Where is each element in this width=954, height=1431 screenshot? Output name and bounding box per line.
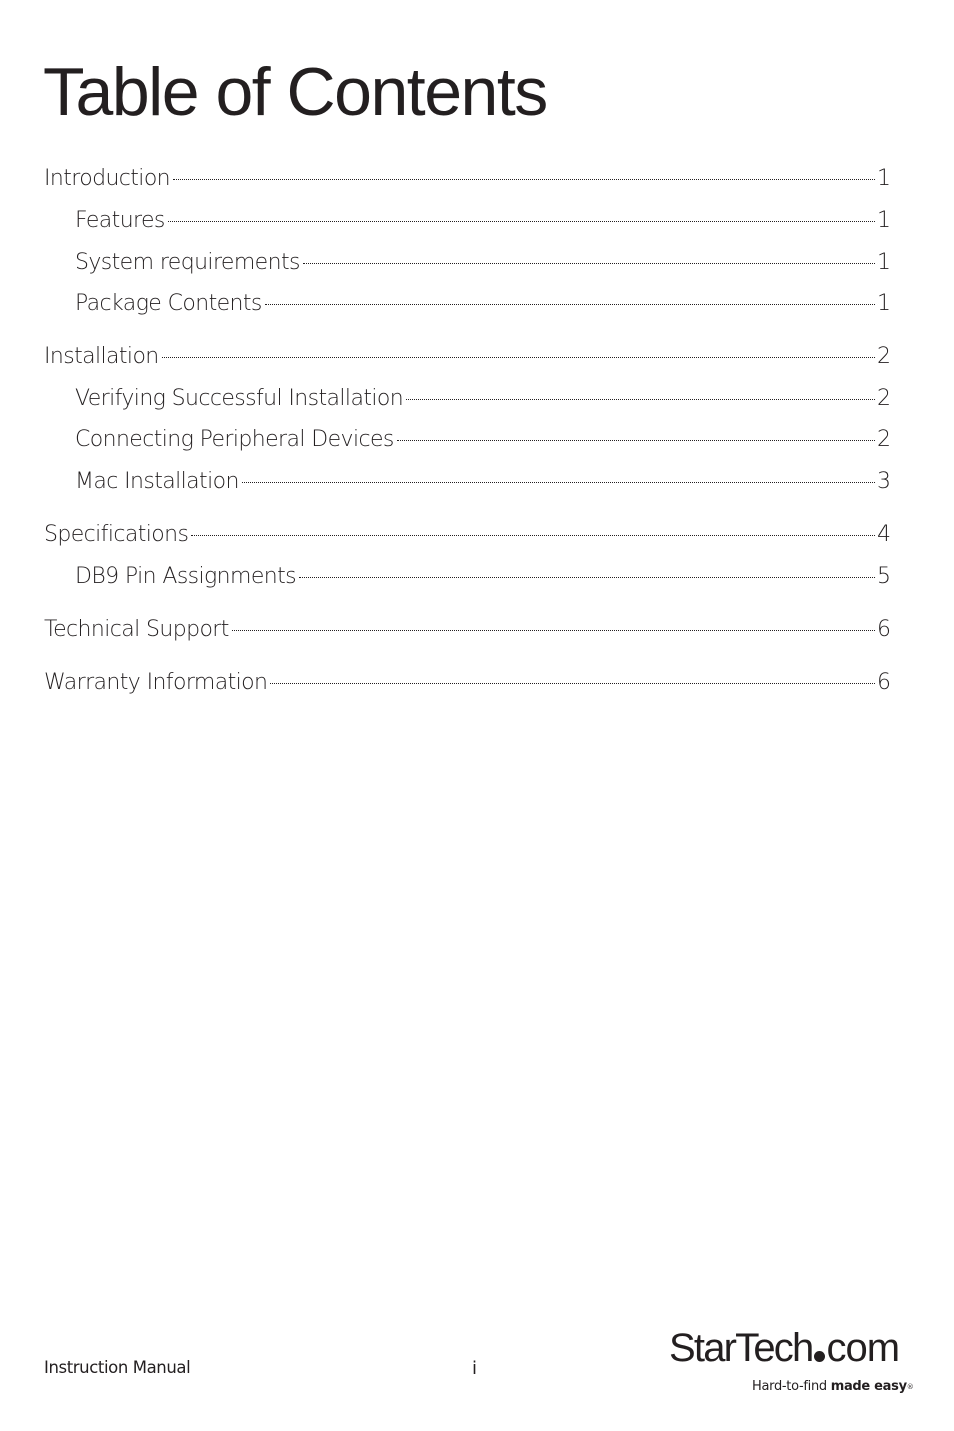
dot-leader [232, 630, 875, 631]
dot-leader [397, 440, 875, 441]
logo-tagline [752, 1379, 913, 1395]
logo-brand: StarTech [669, 1326, 813, 1370]
logo-tld: com [826, 1326, 900, 1370]
toc-entry-label: Mac Installation [75, 469, 239, 494]
toc-entry-specifications[interactable] [44, 519, 891, 551]
toc-entry-page: 6 [877, 617, 891, 642]
toc-entry-label: Features [75, 208, 165, 233]
logo-dot-icon [814, 1351, 825, 1362]
toc-entry-label: Specifications [44, 522, 189, 547]
toc-entry-mac-installation[interactable] [75, 466, 891, 498]
toc-entry-page: 1 [877, 250, 891, 275]
toc-entry-label: Introduction [44, 166, 171, 191]
dot-leader [168, 221, 875, 222]
logo-tagline-regular: Hard-to-find [752, 1379, 831, 1394]
toc-entry-label: System requirements [75, 250, 300, 275]
dot-leader [265, 304, 875, 305]
dot-leader [303, 263, 875, 264]
toc-entry-connecting-peripheral-devices[interactable] [75, 424, 891, 456]
toc-entry-verifying-successful-installation[interactable] [75, 383, 891, 415]
toc-entry-introduction[interactable] [44, 163, 891, 195]
dot-leader [406, 399, 875, 400]
toc-entry-page: 1 [877, 208, 891, 233]
toc-entry-page: 2 [877, 386, 891, 411]
toc-entry-page: 3 [877, 469, 891, 494]
dot-leader [270, 683, 875, 684]
table-of-contents [44, 0, 891, 720]
page-title: Table of Contents [43, 54, 547, 130]
logo-wordmark [669, 1326, 899, 1370]
toc-entry-page: 4 [877, 522, 891, 547]
dot-leader [162, 357, 875, 358]
toc-entry-package-contents[interactable] [75, 288, 891, 320]
toc-entry-system-requirements[interactable] [75, 247, 891, 279]
toc-entry-technical-support[interactable] [44, 614, 891, 646]
toc-entry-label: Technical Support [44, 617, 229, 642]
dot-leader [299, 577, 875, 578]
toc-entry-label: DB9 Pin Assignments [75, 564, 296, 589]
toc-entry-page: 1 [877, 166, 891, 191]
toc-entry-label: Verifying Successful Installation [75, 386, 404, 411]
toc-entry-page: 2 [877, 427, 891, 452]
toc-entry-label: Warranty Information [44, 670, 268, 695]
toc-entry-page: 6 [877, 670, 891, 695]
logo-tagline-bold: made easy [830, 1379, 907, 1394]
dot-leader [191, 535, 875, 536]
toc-entry-label: Installation [44, 344, 159, 369]
toc-entry-db9-pin-assignments[interactable] [75, 561, 891, 593]
registered-mark-icon: ® [906, 1383, 914, 1391]
footer-document-type: Instruction Manual [44, 1358, 191, 1377]
dot-leader [242, 482, 875, 483]
toc-entry-label: Connecting Peripheral Devices [75, 427, 394, 452]
toc-entry-label: Package Contents [75, 291, 262, 316]
toc-entry-installation[interactable] [44, 341, 891, 373]
toc-entry-page: 1 [877, 291, 891, 316]
toc-entry-page: 5 [877, 564, 891, 589]
footer-page-number: i [472, 1358, 478, 1379]
dot-leader [173, 179, 875, 180]
toc-entry-features[interactable] [75, 205, 891, 237]
toc-entry-page: 2 [877, 344, 891, 369]
startech-logo [669, 1326, 919, 1396]
toc-entry-warranty-information[interactable] [44, 667, 891, 699]
